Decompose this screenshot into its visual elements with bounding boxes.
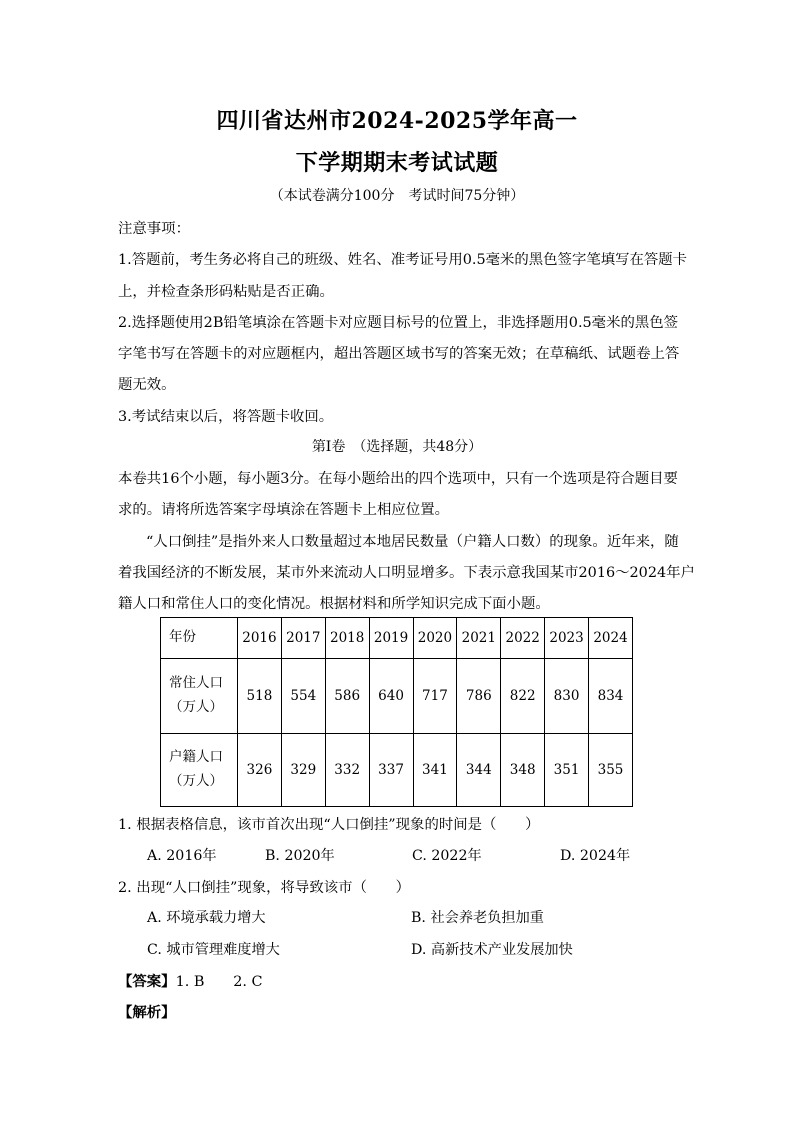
- year-cell: 2024: [589, 618, 633, 659]
- value-cell: 786: [457, 659, 501, 734]
- question-1-stem: 1. 根据表格信息，该市首次出现“人口倒挂”现象的时间是（ ）: [118, 817, 540, 833]
- year-cell: 2019: [369, 618, 413, 659]
- row-label-line-1: 常住人口: [169, 675, 223, 692]
- year-cell: 2022: [501, 618, 545, 659]
- value-cell: 341: [413, 734, 457, 807]
- table-row: [161, 734, 633, 807]
- row-label-cell: [161, 734, 238, 807]
- q1-option-b: B. 2020年: [265, 848, 335, 864]
- value-cell: 830: [545, 659, 589, 734]
- material-line-2: 着我国经济的不断发展，某市外来流动人口明显增多。下表示意我国某市2016～2024年户: [118, 565, 695, 581]
- note-2-line-1: 2.选择题使用2B铅笔填涂在答题卡对应题目标号的位置上，非选择题用0.5毫米的黑色签: [118, 315, 679, 331]
- section-intro-line-1: 本卷共16个小题，每小题3分。在每小题给出的四个选项中，只有一个选项是符合题目要: [118, 471, 678, 487]
- row-label-line-2: （万人）: [169, 699, 223, 715]
- year-cell: 2023: [545, 618, 589, 659]
- year-cell: 2020: [413, 618, 457, 659]
- question-2-stem: 2. 出现“人口倒挂”现象，将导致该市（ ）: [118, 880, 411, 896]
- material-line-3: 籍人口和常住人口的变化情况。根据材料和所学知识完成下面小题。: [118, 596, 550, 612]
- year-cell: 2016: [238, 618, 282, 659]
- section-intro-line-2: 求的。请将所选答案字母填涂在答题卡上相应位置。: [118, 502, 449, 518]
- value-cell: 640: [369, 659, 413, 734]
- value-cell: 337: [369, 734, 413, 807]
- note-2-line-3: 题无效。: [118, 377, 176, 393]
- q1-option-a: A. 2016年: [147, 848, 217, 864]
- value-cell: 326: [238, 734, 282, 807]
- answer-line: [118, 970, 263, 991]
- value-cell: 351: [545, 734, 589, 807]
- answer-text: 1. B 2. C: [175, 974, 263, 990]
- q1-option-c: C. 2022年: [412, 848, 482, 864]
- title-line-1: 四川省达州市2024-2025学年高一: [216, 108, 578, 134]
- subtitle: （本试卷满分100分 考试时间75分钟）: [269, 188, 525, 204]
- answer-label: 【答案】: [118, 973, 176, 990]
- value-cell: 834: [589, 659, 633, 734]
- value-cell: 344: [457, 734, 501, 807]
- value-cell: 822: [501, 659, 545, 734]
- row-label-cell: [161, 659, 238, 734]
- value-cell: 586: [325, 659, 369, 734]
- q2-option-a: A. 环境承载力增大: [147, 910, 266, 926]
- value-cell: 329: [281, 734, 325, 807]
- analysis-label: 【解析】: [118, 1004, 176, 1021]
- value-cell: 717: [413, 659, 457, 734]
- year-cell: 2017: [281, 618, 325, 659]
- note-2-line-2: 字笔书写在答题卡的对应题框内，超出答题区域书写的答案无效；在草稿纸、试题卷上答: [118, 346, 680, 362]
- row-label-line-1: 户籍人口: [169, 749, 223, 766]
- q2-option-b: B. 社会养老负担加重: [411, 910, 544, 926]
- section-title: 第Ⅰ卷 （选择题，共48分）: [311, 439, 483, 455]
- value-cell: 348: [501, 734, 545, 807]
- row-label-line-2: （万人）: [169, 773, 223, 789]
- year-cell: 2018: [325, 618, 369, 659]
- notes-heading: 注意事项：: [118, 221, 190, 237]
- value-cell: 518: [238, 659, 282, 734]
- q2-option-d: D. 高新技术产业发展加快: [411, 942, 573, 958]
- value-cell: 332: [325, 734, 369, 807]
- table-row: [161, 659, 633, 734]
- year-cell: 2021: [457, 618, 501, 659]
- table-header-row: [161, 618, 633, 659]
- q2-option-c: C. 城市管理难度增大: [147, 942, 280, 958]
- year-header-cell: 年份: [161, 618, 238, 659]
- note-1-line-2: 上，并检查条形码粘贴是否正确。: [118, 284, 334, 300]
- material-line-1: “人口倒挂”是指外来人口数量超过本地居民数量（户籍人口数）的现象。近年来，随: [146, 534, 679, 550]
- title-line-2: 下学期期末考试试题: [295, 150, 499, 176]
- note-3: 3.考试结束以后，将答题卡收回。: [118, 409, 334, 425]
- value-cell: 355: [589, 734, 633, 807]
- note-1-line-1: 1.答题前，考生务必将自己的班级、姓名、准考证号用0.5毫米的黑色签字笔填写在答题卡: [118, 252, 688, 268]
- value-cell: 554: [281, 659, 325, 734]
- q1-option-d: D. 2024年: [560, 848, 631, 864]
- population-table: [160, 617, 633, 807]
